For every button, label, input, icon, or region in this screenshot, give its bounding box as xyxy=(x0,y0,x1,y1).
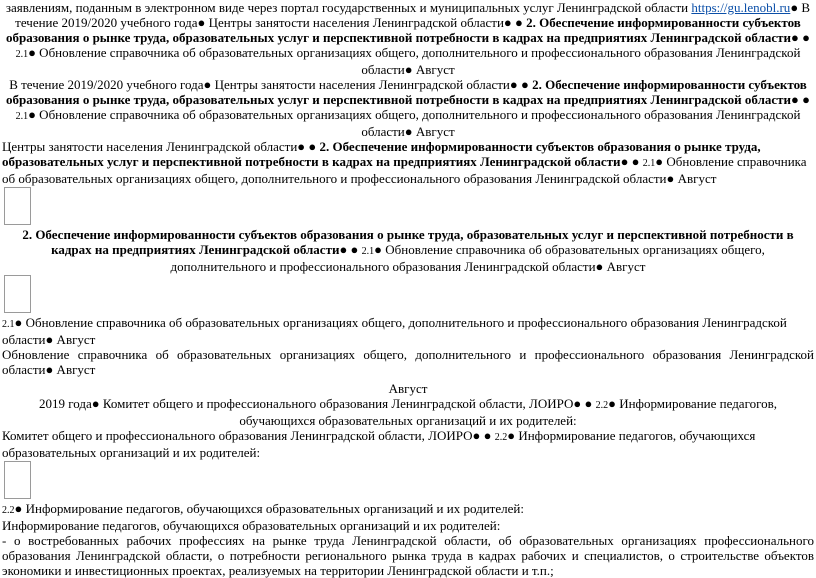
text-run: - о востребованных рабочих профессиях на рынке труда Ленинградской области, об образовательных организациях профессионального образования Ленинградской области, о потребности регионального рынка труда в кадрах рабочих и специалистов, о строительстве объектов экономики и инвестиционных проектах, реализуемых на территории Ленинградской области и т.п.; xyxy=(2,533,814,578)
item-number: 2.2 xyxy=(2,505,15,516)
text-run: ● ● xyxy=(791,92,811,107)
image-placeholder xyxy=(4,187,31,225)
text-run: ● Обновление справочника об образовательных организациях общего, дополнительного и профессионального образования Ленинградской области● Август xyxy=(28,107,801,139)
image-placeholder xyxy=(4,275,31,313)
item-number: 2.1 xyxy=(361,246,375,257)
item-number: 2.1 xyxy=(642,158,656,169)
text-run: Информирование педагогов, обучающихся образовательных организаций и их родителей: xyxy=(2,518,501,533)
paragraph-block-3 xyxy=(2,139,814,186)
item-number: 2.2 xyxy=(595,400,609,411)
text-run: В течение 2019/2020 учебного года● Центры занятости населения Ленинградской области● ● xyxy=(9,77,533,92)
text-run: ● Обновление справочника об образовательных организациях общего, дополнительного и профессионального образования Ленинградской области● Август xyxy=(2,315,787,347)
paragraph-block-6 xyxy=(2,347,814,377)
paragraph-block-9 xyxy=(2,428,814,460)
text-run: ● ● xyxy=(791,30,811,45)
paragraph-block-11 xyxy=(2,518,814,533)
text-run: Обновление справочника об образовательных организациях общего, дополнительного и профессионального образования Ленинградской области● Август xyxy=(2,347,814,377)
text-run: ● Информирование педагогов, обучающихся образовательных организаций и их родителей: xyxy=(2,428,756,460)
portal-link[interactable]: https://gu.lenobl.ru xyxy=(691,0,791,15)
section-heading: 2. Обеспечение информированности субъектов образования о рынке труда, образовательных услуг и перспективной потребности в кадрах на предприятиях Ленинградской области xyxy=(22,227,794,257)
paragraph-block-8 xyxy=(2,396,814,428)
section-heading: 2. Обеспечение информированности субъектов образования о рынке труда, образовательных услуг и перспективной потребности в кадрах на предприятиях Ленинградской области xyxy=(2,139,761,169)
item-number: 2.1 xyxy=(15,49,29,60)
text-run: ● Обновление справочника об образовательных организациях общего, дополнительного и профессионального образования Ленинградской области● Август xyxy=(2,154,807,186)
text-run: ● В течение 2019/2020 учебного года● Центры занятости населения Ленинградской области● ● xyxy=(15,0,811,30)
item-number: 2.2 xyxy=(494,432,508,443)
text-run: Август xyxy=(388,381,428,396)
text-run: 2019 года● Комитет общего и профессионального образования Ленинградской области, ЛОИРО● ● xyxy=(39,396,596,411)
paragraph-block-5 xyxy=(2,315,814,347)
paragraph-block-12 xyxy=(2,533,814,578)
section-heading: 2. Обеспечение информированности субъектов образования о рынке труда, образовательных услуг и перспективной потребности в кадрах на предприятиях Ленинградской области xyxy=(5,77,807,107)
item-number: 2.1 xyxy=(15,111,29,122)
text-run: ● Информирование педагогов, обучающихся образовательных организаций и их родителей: xyxy=(239,396,777,428)
paragraph-block-1 xyxy=(2,0,814,77)
section-heading: 2. Обеспечение информированности субъектов образования о рынке труда, образовательных услуг и перспективной потребности в кадрах на предприятиях Ленинградской области xyxy=(5,15,801,45)
text-run: ● Обновление справочника об образовательных организациях общего, дополнительного и профессионального образования Ленинградской области● Август xyxy=(170,242,765,274)
text-run: заявлениям, поданным в электронном виде через портал государственных и муниципальных услуг Ленинградской области xyxy=(5,0,692,15)
paragraph-block-4 xyxy=(2,227,814,274)
text-run: ● Обновление справочника об образовательных организациях общего, дополнительного и профессионального образования Ленинградской области● Август xyxy=(28,45,801,77)
paragraph-block-10 xyxy=(2,501,814,518)
text-run: ● ● xyxy=(339,242,362,257)
image-placeholder xyxy=(4,461,31,499)
text-run: Комитет общего и профессионального образования Ленинградской области, ЛОИРО● ● xyxy=(2,428,495,443)
text-run: Центры занятости населения Ленинградской области● ● xyxy=(2,139,320,154)
paragraph-month xyxy=(2,381,814,396)
paragraph-block-2 xyxy=(2,77,814,139)
item-number: 2.1 xyxy=(2,319,15,330)
text-run: ● Информирование педагогов, обучающихся образовательных организаций и их родителей: xyxy=(14,501,524,516)
text-run: ● ● xyxy=(620,154,643,169)
